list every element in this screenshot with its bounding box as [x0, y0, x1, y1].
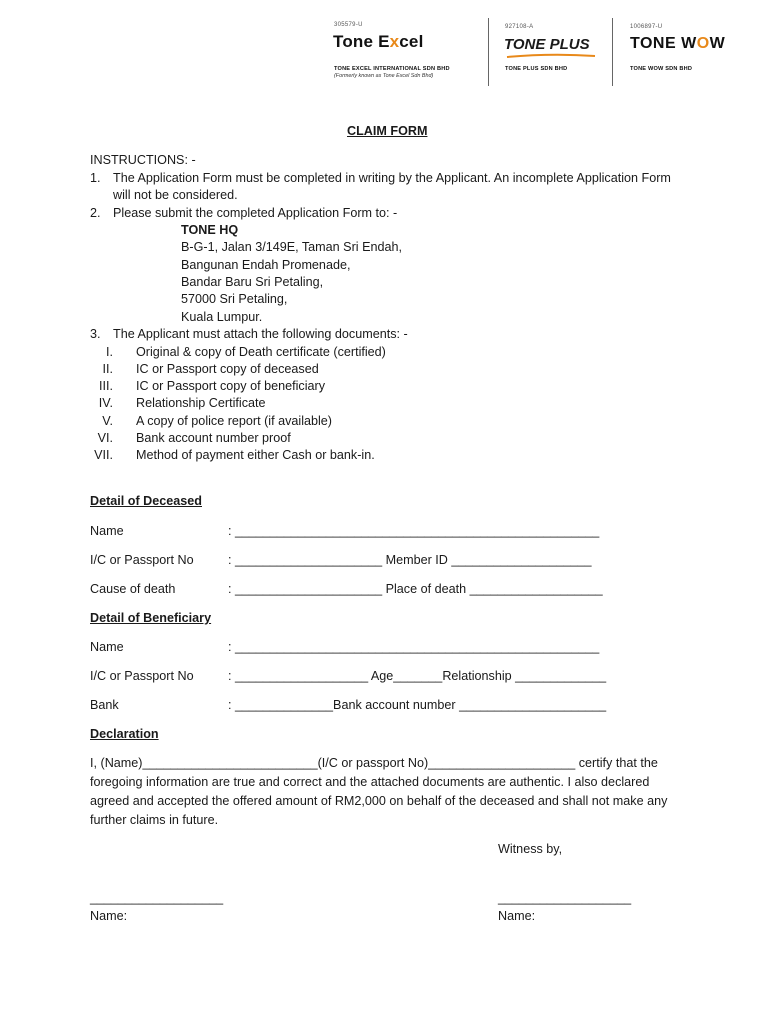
- document-item: Bank account number proof: [136, 431, 291, 445]
- witness-signature-line[interactable]: ___________________: [498, 891, 632, 905]
- field-label: Name: [90, 524, 124, 538]
- cause-place-of-death-field[interactable]: : _____________________ Place of death ___________________: [228, 582, 603, 596]
- document-item: Relationship Certificate: [136, 396, 266, 410]
- document-number: VI.: [97, 431, 113, 445]
- applicant-signature-line[interactable]: ___________________: [90, 891, 224, 905]
- beneficiary-ic-age-relationship-field[interactable]: : ___________________ Age_______Relationship _____________: [228, 669, 607, 683]
- instruction-text: The Application Form must be completed in writing by the Applicant. An incomplete Application Form: [113, 171, 671, 185]
- instruction-text: Please submit the completed Application Form to: -: [113, 206, 398, 220]
- o-mark-icon: O: [696, 35, 710, 52]
- document-number: II.: [102, 362, 113, 376]
- brand-name: Tone Excel: [333, 32, 424, 51]
- document-item: A copy of police report (if available): [136, 414, 333, 428]
- x-mark-icon: x: [389, 32, 400, 51]
- brand-name: TONE WOW: [630, 35, 726, 52]
- bank-account-field[interactable]: : ______________Bank account number _____________________: [228, 698, 607, 712]
- witness-name-label: Name:: [498, 909, 536, 923]
- document-number: V.: [102, 414, 113, 428]
- instruction-number: 2.: [90, 206, 101, 220]
- instruction-number: 1.: [90, 171, 101, 185]
- applicant-name-label: Name:: [90, 909, 128, 923]
- declaration-line: foregoing information are true and correct and the attached documents are authentic. I also declared: [90, 775, 650, 789]
- document-item: IC or Passport copy of deceased: [136, 362, 319, 376]
- field-label: Name: [90, 640, 124, 654]
- swoosh-icon: [505, 53, 597, 59]
- field-label: Cause of death: [90, 582, 176, 596]
- declaration-line[interactable]: I, (Name)_________________________(I/C or passport No)_____________________ certify that the: [90, 756, 658, 770]
- company-name: TONE PLUS SDN BHD: [505, 66, 568, 72]
- company-name: TONE WOW SDN BHD: [630, 66, 693, 72]
- document-number: VII.: [94, 448, 113, 462]
- document-number: I.: [106, 345, 113, 359]
- witness-label: Witness by,: [498, 842, 563, 856]
- address-line: Bandar Baru Sri Petaling,: [181, 275, 324, 289]
- address-line: Kuala Lumpur.: [181, 310, 263, 324]
- reg-number: 1006897-U: [630, 24, 663, 30]
- field-label: Bank: [90, 698, 119, 712]
- divider: [488, 18, 489, 86]
- company-name: TONE EXCEL INTERNATIONAL SDN BHD: [334, 66, 450, 72]
- document-item: Method of payment either Cash or bank-in.: [136, 448, 375, 462]
- address-line: 57000 Sri Petaling,: [181, 292, 288, 306]
- document-number: III.: [99, 379, 113, 393]
- divider: [612, 18, 613, 86]
- beneficiary-heading: Detail of Beneficiary: [90, 611, 212, 625]
- reg-number: 305579-U: [334, 22, 363, 28]
- deceased-name-field[interactable]: : ____________________________________________________: [228, 524, 600, 538]
- declaration-heading: Declaration: [90, 727, 159, 741]
- address-line: B-G-1, Jalan 3/149E, Taman Sri Endah,: [181, 240, 402, 254]
- company-note: (Formerly known as Tone Excel Sdn Bhd): [334, 73, 434, 79]
- instruction-text: The Applicant must attach the following documents: -: [113, 327, 408, 341]
- deceased-heading: Detail of Deceased: [90, 494, 202, 508]
- instruction-number: 3.: [90, 327, 101, 341]
- reg-number: 927108-A: [505, 24, 534, 30]
- declaration-line: further claims in future.: [90, 813, 219, 827]
- brand-name: TONE PLUS: [504, 36, 590, 53]
- instructions-heading: INSTRUCTIONS: -: [90, 153, 196, 167]
- address-line: TONE HQ: [181, 223, 239, 237]
- instruction-text: will not be considered.: [113, 188, 238, 202]
- document-item: Original & copy of Death certificate (certified): [136, 345, 386, 359]
- document-item: IC or Passport copy of beneficiary: [136, 379, 325, 393]
- field-label: I/C or Passport No: [90, 553, 194, 567]
- form-title: CLAIM FORM: [347, 124, 428, 138]
- field-label: I/C or Passport No: [90, 669, 194, 683]
- document-number: IV.: [98, 396, 113, 410]
- beneficiary-name-field[interactable]: : ____________________________________________________: [228, 640, 600, 654]
- declaration-line: agreed and accepted the offered amount of RM2,000 on behalf of the deceased and shall not make any: [90, 794, 668, 808]
- deceased-ic-member-field[interactable]: : _____________________ Member ID ____________________: [228, 553, 592, 567]
- address-line: Bangunan Endah Promenade,: [181, 258, 351, 272]
